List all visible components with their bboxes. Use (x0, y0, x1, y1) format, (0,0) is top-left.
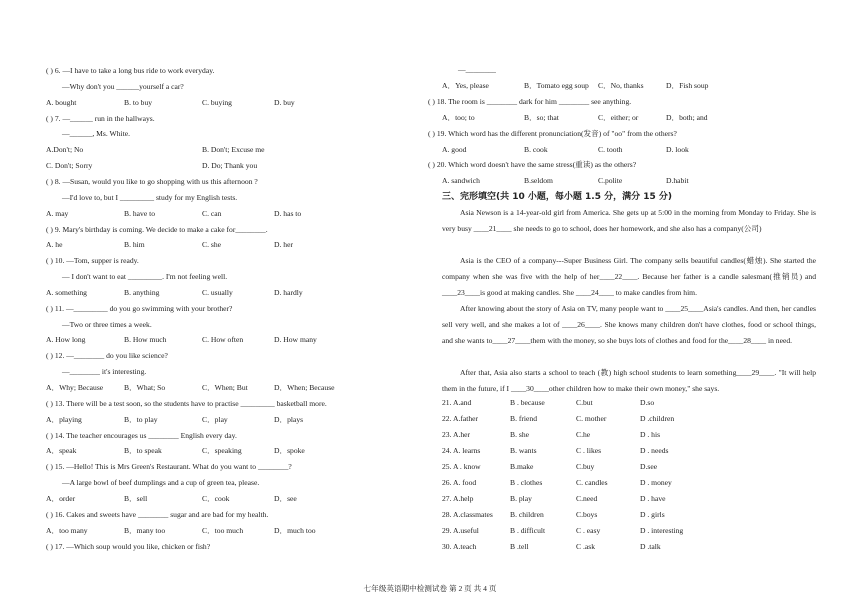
answer-option: D. Do; Thank you (202, 161, 258, 171)
answer-option: D. How many (274, 335, 317, 345)
passage-paragraph: After that, Asia also starts a school to teach (教) high school students to learn something____29____. "It will help them in the future, if I ____30____other children how to make their own money," she says. (442, 368, 816, 393)
question-stem: ( ) 8. —Susan, would you like to go shopping with us this afternoon ? (46, 176, 258, 186)
answer-option: B.make (510, 462, 534, 471)
answer-option: C.but (576, 398, 593, 407)
answer-option: B. have to (124, 208, 156, 218)
question-stem: ( ) 16. Cakes and sweets have ________ sugar and are bad for my health. (46, 509, 269, 519)
passage-paragraph: After knowing about the story of Asia on TV, many people want to ____25____Asia's candles. And then, her candles sell very well, and she makes a lot of ____26____. She knows many children don't have clothes, food or school things, and she wants to____27____them with the money, so she buys lots of clothes and food for the____28____ in need. (442, 304, 816, 345)
answer-option: C. Don't; Sorry (46, 161, 93, 171)
answer-option: D. look (666, 145, 689, 154)
cloze-option-row (442, 511, 730, 519)
answer-option: B . clothes (510, 478, 543, 487)
answer-option: C. usually (202, 287, 233, 297)
answer-option: 22. A.father (442, 414, 479, 423)
option-row (46, 416, 354, 424)
answer-option: B.seldom (524, 176, 553, 185)
answer-option: A.Don't; No (46, 145, 84, 155)
passage-paragraph: Asia is the CEO of a company---Super Business Girl. The company sells beautiful candles(蜡烛). She started the company when she was five with the help of her____22____. Because her father is a candle salesman(推销员) and ____23____is good at making candles. She ____24____ to make candles from him. (442, 256, 816, 297)
page-footer: 七年级英语期中检测试卷 第 2 页 共 4 页 (363, 584, 497, 593)
answer-option: D．see (274, 493, 297, 503)
answer-option: D . interesting (640, 526, 684, 535)
answer-option: D．spoke (274, 446, 305, 456)
question-stem: ( ) 19. Which word has the different pronunciation(发音) of "oo" from the others? (428, 129, 677, 138)
cloze-option-row (442, 495, 730, 503)
answer-option: B. she (510, 430, 529, 439)
answer-option: D. has to (274, 208, 302, 218)
answer-option: D．much too (274, 525, 316, 535)
question-stem: ( ) 13. There will be a test soon, so the students have to practise _________ basketball more. (46, 398, 327, 408)
dialogue-line: —________ (458, 65, 496, 74)
answer-option: C. candles (576, 478, 608, 487)
question-stem: ( ) 10. —Tom, supper is ready. (46, 256, 139, 266)
answer-option: D．both; and (666, 113, 708, 122)
answer-option: 27. A.help (442, 494, 474, 503)
question-stem: ( ) 9. Mary's birthday is coming. We decide to make a cake for________. (46, 224, 268, 234)
answer-option: C．When; But (202, 383, 248, 392)
answer-option: C.he (576, 430, 591, 439)
answer-option: B．Tomato egg soup (524, 81, 589, 90)
answer-option: D. her (274, 240, 293, 250)
option-row (46, 146, 358, 154)
answer-option: B．many too (124, 525, 166, 535)
answer-option: D. hardly (274, 287, 303, 297)
answer-option: B．to play (124, 414, 158, 424)
question-stem: ( ) 12. —________ do you like science? (46, 351, 168, 361)
answer-option: D.see (640, 462, 658, 471)
cloze-option-row (442, 479, 730, 487)
answer-option: B．so; that (524, 113, 559, 122)
question-stem: ( ) 18. The room is ________ dark for him ________ see anything. (428, 97, 632, 106)
question-stem: ( ) 14. The teacher encourages us ________ English every day. (46, 430, 237, 440)
cloze-option-row (442, 463, 730, 471)
answer-option: A. How long (46, 335, 86, 345)
answer-option: B. to buy (124, 97, 153, 107)
option-row (442, 177, 746, 185)
answer-option: C. How often (202, 335, 244, 345)
cloze-option-row (442, 527, 730, 535)
question-stem: ( ) 17. —Which soup would you like, chicken or fish? (46, 541, 211, 551)
answer-option: B．to speak (124, 446, 162, 456)
answer-option: A．playing (46, 414, 82, 424)
answer-option: 24. A. learns (442, 446, 481, 455)
answer-option: C．speaking (202, 446, 242, 456)
cloze-option-row (442, 415, 730, 423)
answer-option: D . needs (640, 446, 669, 455)
answer-option: B . difficult (510, 526, 546, 535)
answer-option: C.boys (576, 510, 598, 519)
answer-option: A．order (46, 493, 76, 503)
answer-option: D．When; Because (274, 383, 335, 392)
answer-option: C.need (576, 494, 598, 503)
answer-option: B. How much (124, 335, 167, 345)
answer-option: B. children (510, 510, 544, 519)
answer-option: D.so (640, 398, 655, 407)
cloze-option-row (442, 543, 730, 551)
option-row (46, 527, 354, 535)
dialogue-line: —A large bowl of beef dumplings and a cup of green tea, please. (62, 478, 260, 488)
answer-option: 30. A.teach (442, 542, 477, 551)
answer-option: A. he (46, 240, 63, 250)
answer-option: 23. A.her (442, 430, 471, 439)
answer-option: C . easy (576, 526, 601, 535)
answer-option: A．Yes, please (442, 81, 489, 90)
answer-option: A．speak (46, 446, 77, 456)
answer-option: C. she (202, 240, 221, 250)
option-row (442, 114, 746, 122)
answer-option: B. anything (124, 287, 160, 297)
answer-option: D .children (640, 414, 675, 423)
answer-option: A. sandwich (442, 176, 480, 185)
option-row (46, 210, 354, 218)
option-row (46, 384, 354, 392)
dialogue-line: —I'd love to, but I _________ study for my English tests. (62, 192, 238, 202)
option-row (46, 289, 354, 297)
option-row (442, 146, 746, 154)
option-row (46, 336, 354, 344)
answer-option: C. can (202, 208, 222, 218)
option-row (46, 99, 354, 107)
answer-option: C．play (202, 414, 228, 424)
answer-option: A. good (442, 145, 467, 154)
answer-option: D .talk (640, 542, 661, 551)
cloze-option-row (442, 399, 730, 407)
answer-option: D . money (640, 478, 672, 487)
answer-option: D . girls (640, 510, 665, 519)
answer-option: C．cook (202, 493, 230, 503)
answer-option: B. him (124, 240, 145, 250)
answer-option: B .tell (510, 542, 529, 551)
answer-option: B. cook (524, 145, 548, 154)
answer-option: 21. A.and (442, 398, 472, 407)
answer-option: A. may (46, 208, 69, 218)
answer-option: A. bought (46, 97, 77, 107)
answer-option: 25. A . know (442, 462, 481, 471)
question-stem: ( ) 20. Which word doesn't have the same stress(重读) as the others? (428, 160, 637, 169)
answer-option: D. buy (274, 97, 295, 107)
answer-option: C. buying (202, 97, 232, 107)
answer-option: C. tooth (598, 145, 623, 154)
question-stem: ( ) 11. —_________ do you go swimming with your brother? (46, 303, 233, 313)
option-row (46, 495, 354, 503)
dialogue-line: —Why don't you ______yourself a car? (62, 81, 184, 91)
answer-option: D．plays (274, 414, 304, 424)
answer-option: 29. A.useful (442, 526, 479, 535)
answer-option: A．too; to (442, 113, 475, 122)
answer-option: C . likes (576, 446, 602, 455)
answer-option: B．What; So (124, 383, 166, 392)
answer-option: D . have (640, 494, 666, 503)
passage-paragraph: Asia Newson is a 14-year-old girl from America. She gets up at 5:00 in the morning from Monday to Friday. She is very busy ____21____ she needs to go to school, does her homework, and she also has a company(公司) (442, 208, 816, 233)
cloze-option-row (442, 431, 730, 439)
option-row (442, 82, 746, 90)
answer-option: C．too much (202, 525, 244, 535)
answer-option: B．sell (124, 493, 148, 503)
answer-option: D.habit (666, 176, 689, 185)
question-stem: ( ) 15. —Hello! This is Mrs Green's Restaurant. What do you want to ________? (46, 462, 292, 472)
answer-option: 26. A. food (442, 478, 477, 487)
section-title: 三、完形填空(共 10 小题，每小题 1.5 分，满分 15 分) (442, 192, 673, 202)
answer-option: B . because (510, 398, 545, 407)
answer-option: D．Fish soup (666, 81, 709, 90)
dialogue-line: — I don't want to eat _________. I'm not feeling well. (62, 272, 228, 282)
answer-option: 28. A.classmates (442, 510, 493, 519)
answer-option: B. Don't; Excuse me (202, 145, 265, 155)
answer-option: C.buy (576, 462, 595, 471)
answer-option: A. something (46, 287, 87, 297)
answer-option: C.polite (598, 176, 623, 185)
answer-option: C. mother (576, 414, 607, 423)
dialogue-line: —______, Ms. White. (62, 129, 130, 139)
answer-option: C．either; or (598, 113, 639, 122)
question-stem: ( ) 6. —I have to take a long bus ride to work everyday. (46, 66, 215, 75)
answer-option: D . his (640, 430, 661, 439)
answer-option: B. wants (510, 446, 537, 455)
answer-option: B. play (510, 494, 532, 503)
option-row (46, 447, 354, 455)
option-row (46, 241, 354, 249)
answer-option: B. friend (510, 414, 537, 423)
cloze-option-row (442, 447, 730, 455)
option-row (46, 162, 358, 170)
answer-option: C．No, thanks (598, 81, 644, 90)
dialogue-line: —________ it's interesting. (62, 367, 147, 377)
dialogue-line: —Two or three times a week. (62, 319, 152, 329)
answer-option: C .ask (576, 542, 595, 551)
answer-option: A．too many (46, 525, 88, 535)
question-stem: ( ) 7. —______ run in the hallways. (46, 113, 155, 123)
answer-option: A．Why; Because (46, 383, 104, 392)
